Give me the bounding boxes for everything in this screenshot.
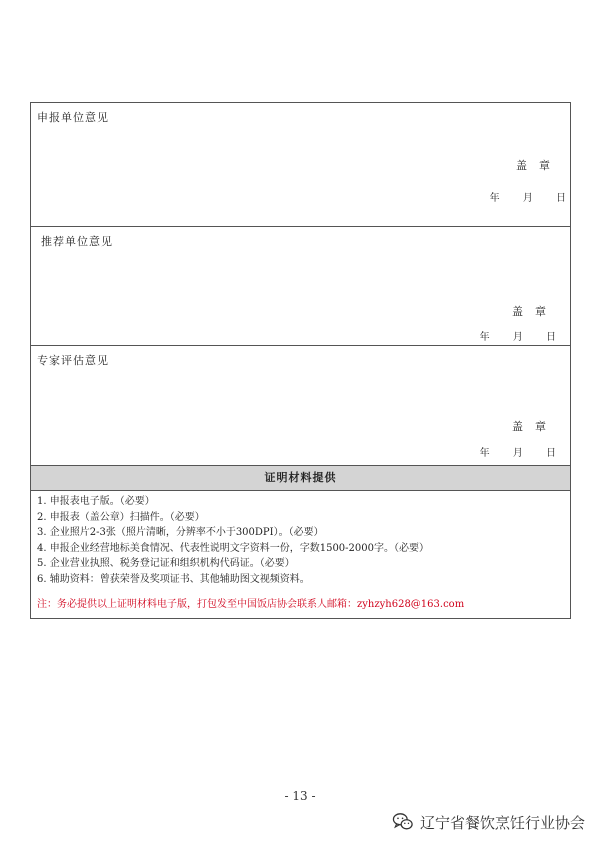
section-label: 推荐单位意见 [41, 235, 113, 248]
seal-label: 盖章 [512, 420, 558, 433]
expert-opinion-section [31, 346, 570, 466]
opinion-form [30, 102, 571, 619]
recommender-opinion-section [31, 227, 570, 346]
page-number: - 13 - [284, 789, 316, 803]
section-label: 申报单位意见 [37, 111, 109, 124]
materials-heading: 证明材料提供 [31, 466, 570, 491]
applicant-opinion-section [31, 103, 570, 227]
date-label: 年 月 日 [479, 448, 556, 459]
list-item: 5. 企业营业执照、税务登记证和组织机构代码证。（必要） [37, 558, 295, 569]
date-label: 年 月 日 [479, 332, 556, 343]
date-label: 年 月 日 [489, 193, 566, 204]
watermark-text: 辽宁省餐饮烹饪行业协会 [420, 813, 586, 832]
list-item: 2. 申报表（盖公章）扫描件。（必要） [37, 511, 205, 523]
list-item: 6. 辅助资料：曾获荣誉及奖项证书、其他辅助图文视频资料。 [37, 573, 310, 585]
materials-section [31, 491, 570, 618]
list-item: 3. 企业照片2-3张（照片清晰，分辨率不小于300DPI）。（必要） [37, 527, 324, 538]
seal-label: 盖章 [516, 159, 562, 172]
section-label: 专家评估意见 [37, 354, 109, 367]
list-item: 1. 申报表电子版。（必要） [37, 496, 155, 507]
wechat-icon [392, 812, 414, 832]
submission-note: 注：务必提供以上证明材料电子版，打包发至中国饭店协会联系人邮箱：zyhzyh628@163.com [37, 599, 465, 610]
list-item: 4. 申报企业经营地标美食情况、代表性说明文字资料一份，字数1500-2000字。（必要） [37, 542, 429, 554]
materials-list [31, 491, 570, 589]
seal-label: 盖章 [512, 305, 558, 318]
watermark [392, 811, 585, 833]
